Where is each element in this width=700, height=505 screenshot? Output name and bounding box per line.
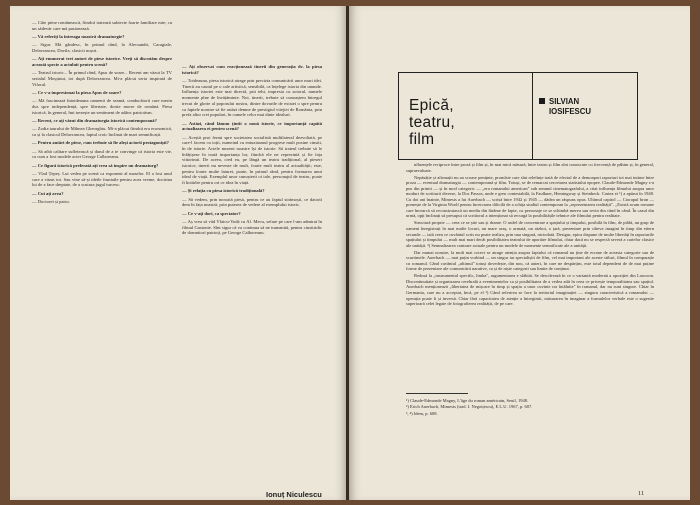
- interview-answer: — Teatrul istoric... În primul rând, Apus de soare... Recent am văzut la TV serialul Moșșinui, tot după Delavrancea. Mi-a plăcut seria inspirată de Viforul.: [32, 70, 172, 87]
- interview-column-2: [182, 64, 322, 239]
- interview-question: — Ce v-ați dori, ca spectator?: [182, 210, 241, 216]
- interview-question: — Cui ați avea?: [32, 190, 64, 196]
- article-author: SILVIAN IOSIFESCU: [539, 97, 591, 117]
- interview-question: — Recent, ce ați văzut din dramaturgia istorică contemporană?: [32, 118, 157, 123]
- interview-column-1: [32, 20, 172, 207]
- article-title-box: [398, 72, 638, 160]
- interview-question: — Și relația cu piesa istorică tradițională?: [182, 188, 265, 194]
- body-paragraph: Nepăsăție și afirmații nu au scoase penițnte, promîsie care sînt relefințe trată de efectul de a demoapori raporturi tot mai intime între proza — eventual dramaturgia — contemporană și film. Totuși, se de remarcat cercetarea statistului epopee. Claude-Edmonde Magny s-a pus din primii — și în mod categoric — „era romanului american" sub semnul cinematografului, a citat influența filmului asupra unor moduri de scriiturii diverse, la Dos Passos, unde e greu contestabilă, la Faulkner, Hemingway și Steinbeck. Cartea ei ¹) a apărut în 1948. Cu doi ani înainte, Mimesis a lui Auerbach — scrisă între 1942 și 1945 — dădea un răspuns opus. Ultimul capitol — Ciorapul brun — pornește de la Virginia Woolf pentru încercarea dificilă de a schița studiul contemporan la „reprezentarea realității". „Există acum romane care încearcă să reconstruiască un mediu din fărâme de fapte, cu personaje ce se schimbă mereu sau revin din când în când. În cazul din urmă, opți înclinați să presupui că scriitorul a intenționat să recurgă la posibilitățile tehnice ale filmului pentru realitate.: [406, 174, 654, 219]
- footnote: ¹) Claude-Edmonde Magny, L'âge du roman américain, Seuil, 1948.: [406, 398, 529, 403]
- footnotes: [406, 398, 654, 417]
- body-paragraph: nfluențele reciproce între proză și film și, în mai mică măsură, între teatru și film sînt cunoscute cu frecvență de păbim și, în general, supraevaluate.: [406, 162, 654, 173]
- page-number: 11: [638, 490, 645, 497]
- square-bullet-icon: [539, 98, 545, 104]
- interview-answer: — Câte piese românească, fiindcă tratează subiecte foarte familiare mie; cu un sădevăr care mă pasionează.: [32, 20, 172, 31]
- interview-answer: — Zodia taurului de Mihnea Gheorghiu. Mi-a plăcut fiindcă era economică, ca și la clasicul Delavrancea, faptul croic înclinat de mari semnificații.: [32, 126, 172, 137]
- title-divider: [532, 73, 533, 159]
- body-paragraph: Redusă la „instrumentul specific, limba", argumentarea e slăbită. Se descifrează în ce o variantă modernă a opoziției din Laocoon. Discontinuitate și organizarea cerebrală a evenimentelor ca și posibilitatea de a vedea atât în ceea ce privește temporalitatea sau spațiul. Auerbach menționează „libertatea de mișcare în timp și spațiu a unor cuvinte rar întâlnite" în romanul, dar nu sunt singure. Chiar în Germania, care nu a acceptat, încă, pe el ³) Când referirea se face la teritoriul imaginației — singura caracteristică a romanului — operația poate fi și inversă. Chiar fără capacitatea de atenție a întregimii, măsurarea în imaginar a formulelor verbale este o sugestie superioară celei legate de fotografierea realității, de pe care.: [406, 273, 654, 307]
- left-page: [10, 6, 347, 500]
- book-spread: [10, 6, 690, 500]
- article-body: [406, 162, 654, 308]
- interview-answer: — Totdeauna, piesa istorică atrage prin precizia comunicării unor mari idei. Tinerii au cautul pe o cale artistică, sensibilă, ca înțelege istoria din ununde. Influența istoriei este mai directă, prit tehi, impresia cu actorul, numele momente plne de învățăminte. Noi, tinerii, trebuie să cunoaștem întregul trecut de glorie al poporului nostru, dintre dovarile de existet o spre pentru ca faptele noastre să fie astăzi demne de prestigiul vitejiei de România, prin prefa altor crei populari, în cumele celor mai dinte idealuri.: [182, 78, 322, 118]
- interview-answer: — Aș vrea să văd Vlaicu-Vodă cu Al. Mecu, sefare pe care l-am admirat în filmul Gastonie. Sînt sigur că va continua să ne transmită, pentru cinstiridic de domnitorí patrioți, pe George Calboreanu.: [182, 219, 322, 236]
- interview-answer: — Vlad Țepeș. Lui vedea pe scenă ca exponent al maselor. El a fost unul care a văzut tot. Sau vine să-și ideile fruntaile pentru acea vreme, doctrina lui de a face dreptate, de a scutura jugul turcesc.: [32, 170, 172, 188]
- body-paragraph: Structură proprie — ceea ce se știe sau și drame. O astfel de concentrare a spațiului și timpului, posibilă în film, de pildă, un grup de oameni înregistrați în mai multe locuri, un mare oraș, o armată, un război, o țară, prezentare prin câteva imagini în timp din ettern secunde — iată ceea ce cuvântul scris nu poate realiza, prin una singură, niciodată. Desigur, epica dispune de multe libertăți în raporturile spațiului și timpului — mult mai mari decât posibilitatea teatrului de aportăre filmului, chiar dacă nu se respectă severă a cartelor clasice ale unității. ²) Semnalizarea contrare actuale pentru un modele de momente semnificate ale a unității.: [406, 220, 654, 248]
- interview-question: — Astăzi, când lămuu țintit o nouă istorie, ce importanță capătă actualizarea ei pentru scenă?: [182, 120, 322, 132]
- interview-answer: — Sigur. Mă gândesc, în primul rând, la Alecsandri, Caragiale, Delavrancea, Davila, clasicii noștri.: [32, 42, 172, 53]
- footnote-rule: [406, 393, 468, 394]
- right-page: [349, 6, 690, 500]
- interview-question: — Ce v-a impresionat la piesa Apus de soare?: [32, 90, 122, 95]
- interview-answer: — Să aibă calitare sufletească și darul de a te convinge că istoria este vie, ca cum a fost modele acter George Calboreanu.: [32, 148, 172, 160]
- article-title: Epică, teatru, film: [409, 97, 456, 148]
- interview-answer: — Doctorei și patru.: [32, 198, 70, 204]
- interview-answer: — Să vedem, prin noroată piesă, pentru ce au faptul strămoșii, ce datorii dem în fața noastră, prin puterea de vedere al exemplului istoric.: [182, 196, 322, 208]
- body-paragraph: Dar numai noastre, la mult mai corect se atrage atenția asupra faptului că romanul nu ține de ecrane de aceasta categorie sau de scurtimele. Auerbach — mai puțin vorbind — un singur iar specialiștii de film, cel mai important ale aceste stiluri, filmul în comparație cu romanul. Când cuvântul „ultimul" totuși dovedește, din nou, că auteri, în care ne despărțim, este totul dependent de de mai puține forme de prezentare ale comunicării narative, ca și de niște categorii sau limite de conținut.: [406, 249, 654, 272]
- interviewer-signature: Ionuț Niculescu: [266, 490, 322, 499]
- interview-question: — Ați enumerat trei autori de piese istorice. Vreți să discutăm despre această specie a actuluit pentru scenă?: [32, 56, 172, 67]
- interview-answer: — Aceștii proi fermi spre societatea socialistă multilateral dezvoltată, pe care-l facem cu toții, numeind cu entuziasmul progrese mult posine cinstit, în de istorie. Actele mureni noastre își de istorie. Să trateul trebuie să le înfățișeze în toată importanța lor, fiindcă ele ne reprezintă și fie fața viitorimii. De aceea, cred eu, pe lângă un teatru tradițional, al pieseri istorice, tinerii nu neveste de mult, foarte mult teatru al actualității; este, pentru foarte multe laturei, poate, în primul rând, pentru formarea unui ideal de viață. Exemplul unor cunoșterii oi tale, personajul de teatru, poate fi hotărîre pentru ori ce idea în viață.: [182, 134, 322, 186]
- footnote: ²) Erich Auerbach, Mimesis (trad. I. Negoițescu), E.L.U. 1967, p. 607.: [406, 404, 533, 410]
- interview-question: — Pentru autări de piese, cum trebuie să fie aleși actorii protagoniști?: [32, 140, 169, 146]
- interview-question: — Vă referiți la întreaga noastră dramaturgie?: [32, 34, 125, 39]
- interview-answer: — Mă fascinează întotdeauna oamenii de seamă, conducătorii care merin dus spre independență, spre libertate, dorite morre de română. Piesa istorică, în general, îmi trezește un sentiment de adânc patriotism.: [32, 98, 172, 115]
- interview-question: — Ce figură istorică preferată ați vrea să inspire un dramaturg?: [32, 162, 159, 168]
- footnote: ³, ⁴) Idem, p. 608.: [406, 410, 438, 416]
- interview-question: — Ați observat cum reacționează tinerii din generația dv. la piesa istorică?: [182, 64, 322, 75]
